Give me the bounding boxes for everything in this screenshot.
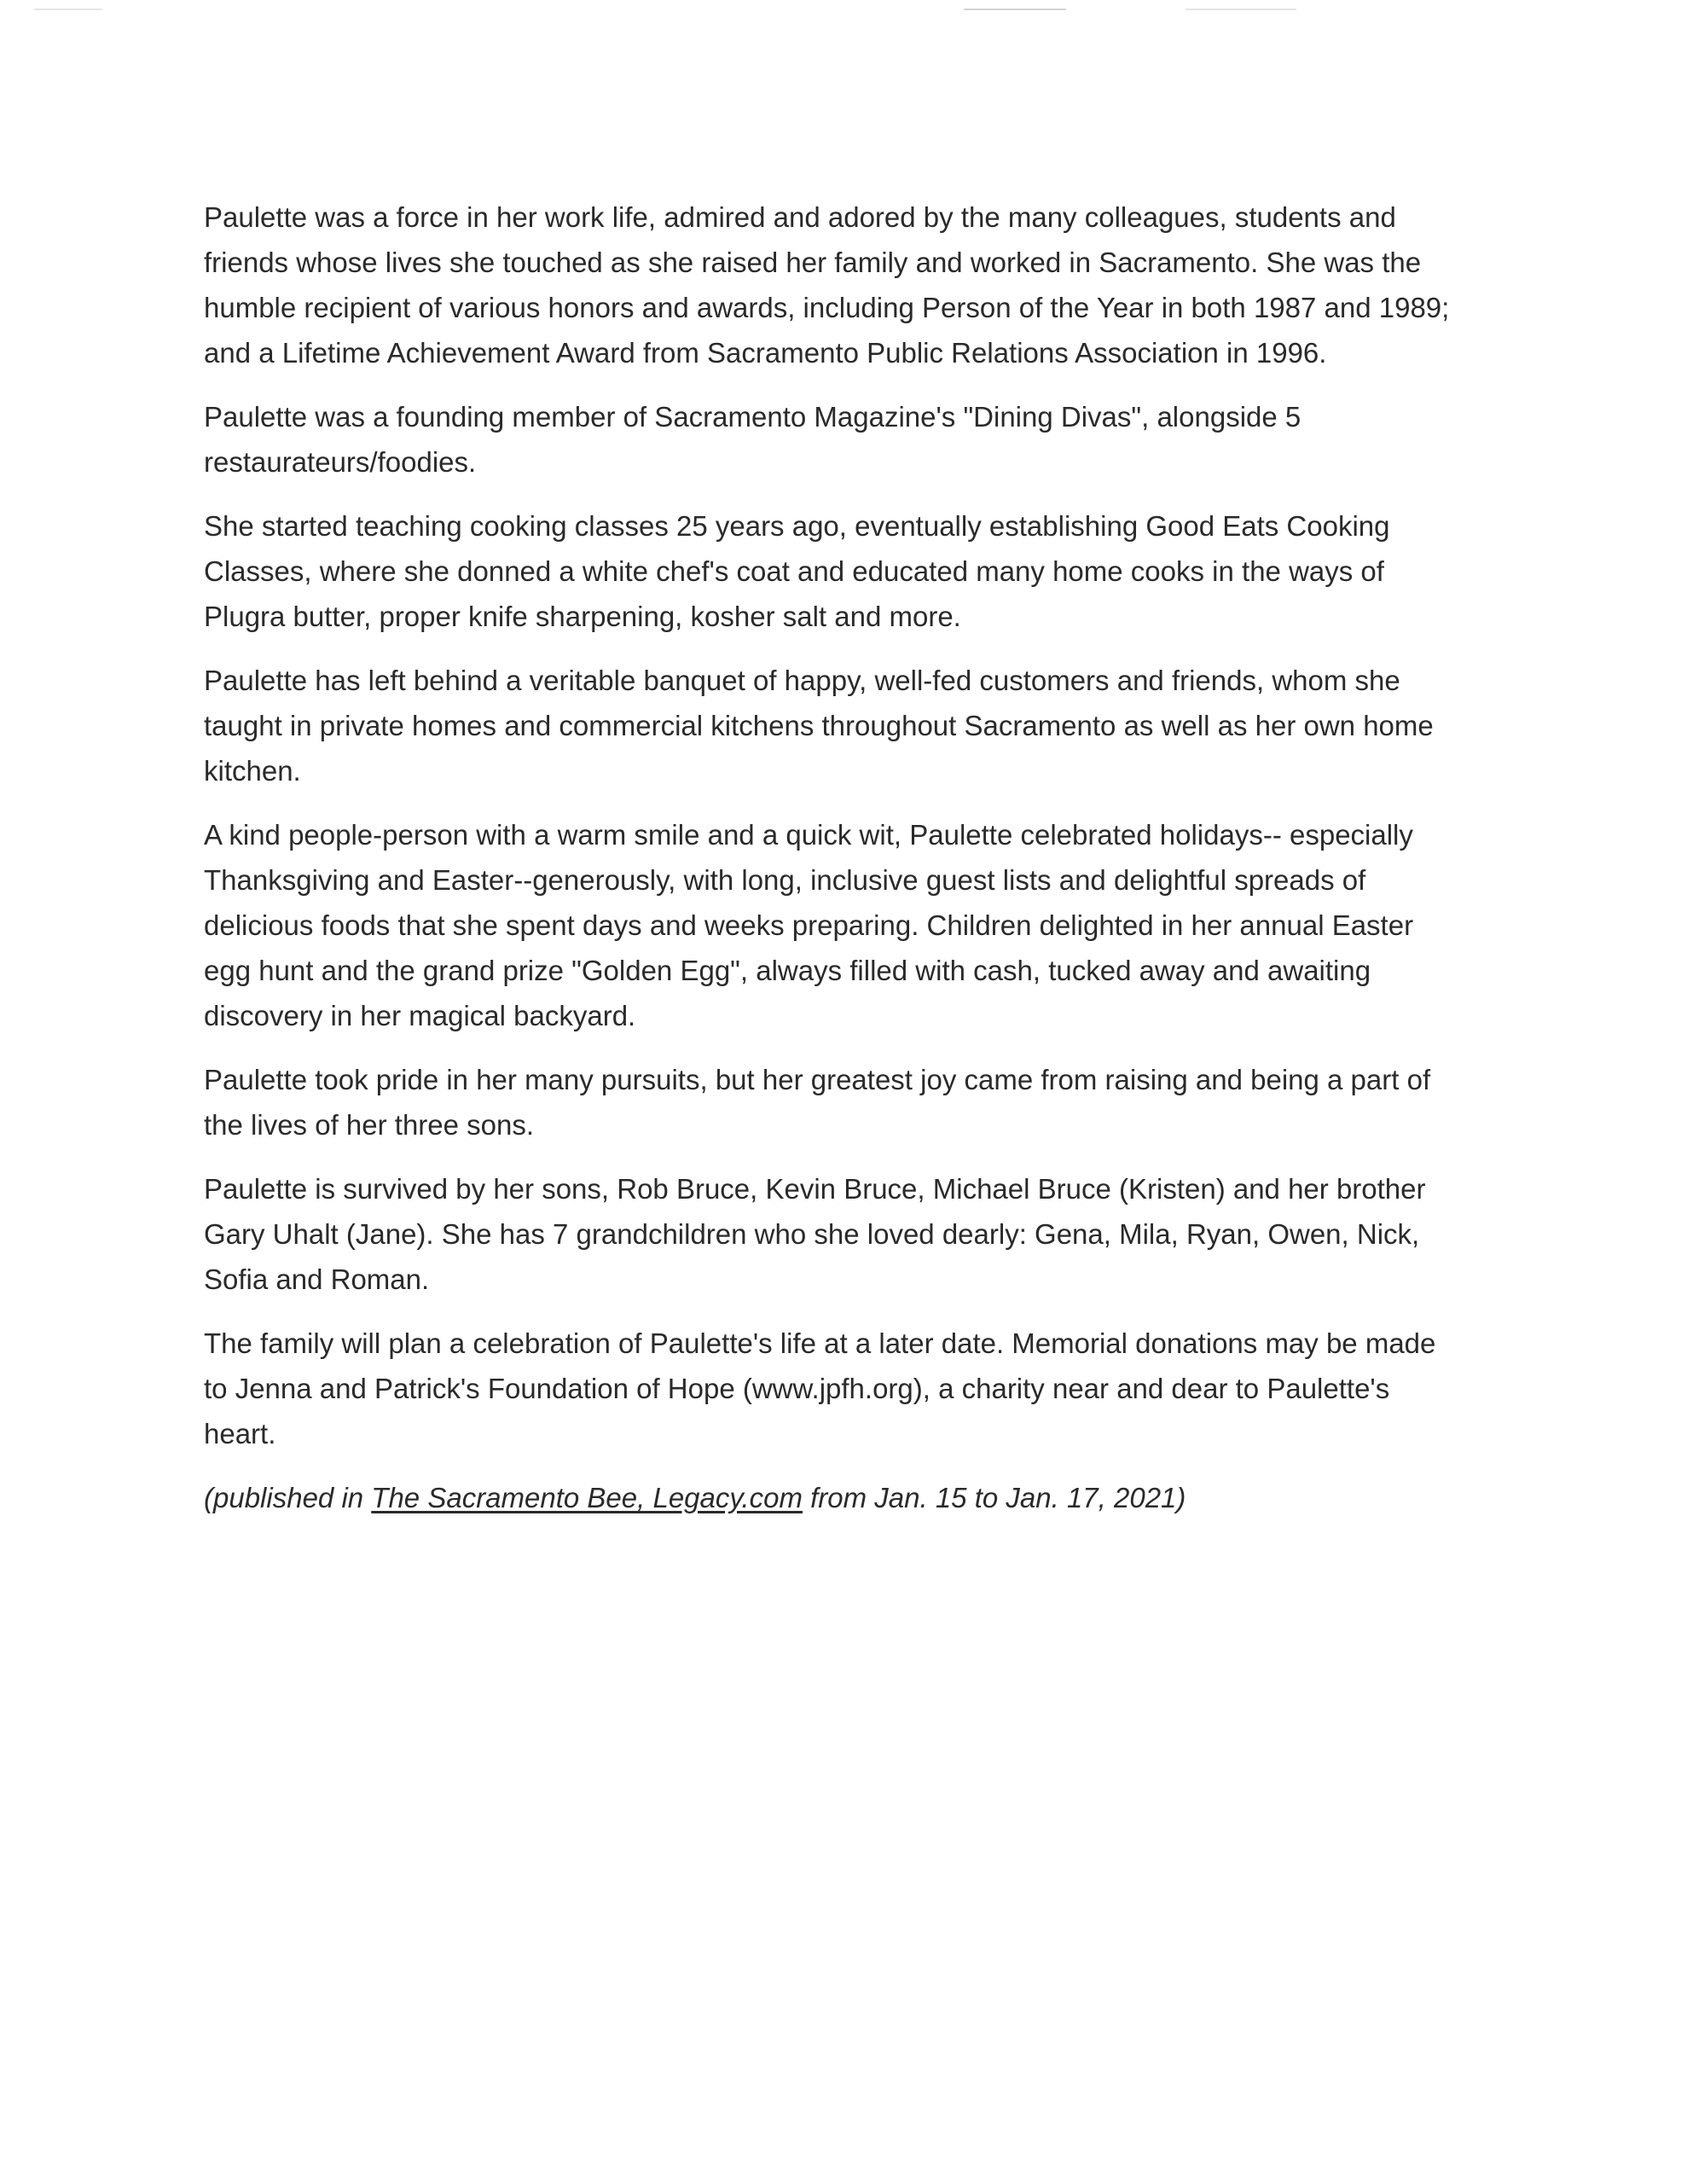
publication-source: The Sacramento Bee, Legacy.com xyxy=(371,1482,803,1513)
paragraph-holidays: A kind people-person with a warm smile and a quick wit, Paulette celebrated holidays-- especially Thanksgiving and Easter--generously, with long, inclusive guest lists and delightful spreads of delicious foods that she spent days and weeks preparing. Children delighted in her annual Easter egg hunt and the grand prize "Golden Egg", always filled with cash, tucked away and awaiting discovery in her magical backyard. xyxy=(204,819,1414,1031)
paragraph-customers: Paulette has left behind a veritable banquet of happy, well-fed customers and friends, whom she taught in private homes and commercial kitchens throughout Sacramento as well as her own home kitchen. xyxy=(204,665,1434,787)
paragraph-dining-divas: Paulette was a founding member of Sacramento Magazine's "Dining Divas", alongside 5 restaurateurs/foodies. xyxy=(204,401,1301,478)
publication-note xyxy=(204,1475,1466,1520)
paragraph-survivors: Paulette is survived by her sons, Rob Bruce, Kevin Bruce, Michael Bruce (Kristen) and her brother Gary Uhalt (Jane). She has 7 grandchildren who she loved dearly: Gena, Mila, Ryan, Owen, Nick, Sofia and Roman. xyxy=(204,1173,1426,1295)
paragraph-career: Paulette was a force in her work life, admired and adored by the many colleagues, students and friends whose lives she touched as she raised her family and worked in Sacramento. She was the humble recipient of various honors and awards, including Person of the Year in both 1987 and 1989; and a Lifetime Achievement Award from Sacramento Public Relations Association in 1996. xyxy=(204,201,1450,369)
paragraph-memorial: The family will plan a celebration of Paulette's life at a later date. Memorial donations may be made to Jenna and Patrick's Foundation of Hope (www.jpfh.org), a charity near and dear to Paulette's heart. xyxy=(204,1327,1436,1449)
paragraph-sons: Paulette took pride in her many pursuits, but her greatest joy came from raising and being a part of the lives of her three sons. xyxy=(204,1064,1431,1141)
scan-edge-mark xyxy=(964,9,1066,10)
scan-edge-mark xyxy=(34,9,102,10)
obituary-body xyxy=(204,195,1466,1539)
publication-prefix: (published in xyxy=(204,1482,372,1513)
publication-suffix: from Jan. 15 to Jan. 17, 2021) xyxy=(802,1482,1186,1513)
scan-edge-mark xyxy=(1186,9,1296,10)
paragraph-cooking-classes: She started teaching cooking classes 25 years ago, eventually establishing Good Eats Cooking Classes, where she donned a white chef's coat and educated many home cooks in the ways of Plugra butter, proper knife sharpening, kosher salt and more. xyxy=(204,510,1390,632)
